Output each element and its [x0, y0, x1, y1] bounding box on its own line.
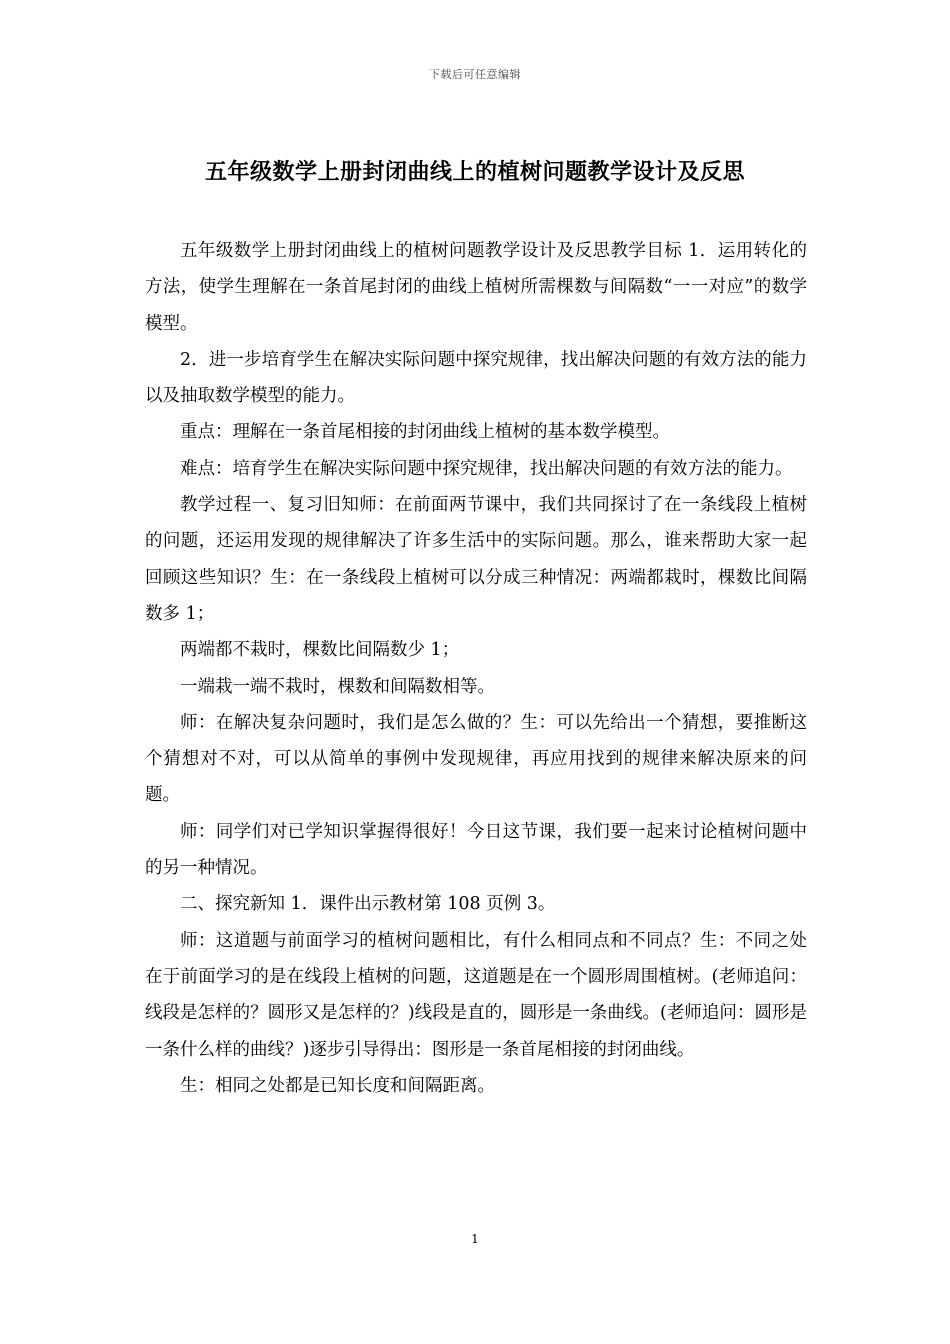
paragraph-discussion: 师：这道题与前面学习的植树问题相比，有什么相同点和不同点？生：不同之处在于前面学习的是在线段上植树的问题，这道题是在一个圆形周围植树。(老师追问：线段是怎样的？圆形又是怎样的？)线段是直的，圆形是一条曲线。(老师追问：圆形是一条什么样的曲线？)逐步引导得出：图形是一条首尾相接的封闭曲线。: [145, 930, 807, 1060]
page-number: 1: [471, 1232, 479, 1246]
paragraph-method: 师：在解决复杂问题时，我们是怎么做的？生：可以先给出一个猜想，要推断这个猜想对不对，可以从简单的事例中发现规律，再应用找到的规律来解决原来的问题。: [145, 712, 807, 806]
paragraph-case-one-end: 一端栽一端不栽时，棵数和间隔数相等。: [180, 676, 495, 697]
paragraph-case-neither-end: 两端都不栽时，棵数比间隔数少 1；: [180, 640, 460, 661]
document-body: [145, 233, 807, 1104]
paragraph-similarity: 生：相同之处都是已知长度和间隔距离。: [180, 1075, 495, 1096]
paragraph-transition: 师：同学们对已学知识掌握得很好！今日这节课，我们要一起来讨论植树问题中的另一种情况。: [145, 821, 807, 879]
document-title: 五年级数学上册封闭曲线上的植树问题教学设计及反思: [204, 159, 745, 185]
paragraph-explore: 二、探究新知 1．课件出示教材第 108 页例 3。: [180, 894, 556, 915]
paragraph-difficulty: 难点：培育学生在解决实际问题中探究规律，找出解决问题的有效方法的能力。: [180, 458, 793, 479]
header-note: 下载后可任意编辑: [429, 68, 521, 81]
paragraph-key-point: 重点：理解在一条首尾相接的封闭曲线上植树的基本数学模型。: [180, 422, 670, 443]
paragraph-review: 教学过程一、复习旧知师：在前面两节课中，我们共同探讨了在一条线段上植树的问题，还运用发现的规律解决了许多生活中的实际问题。那么，谁来帮助大家一起回顾这些知识？生：在一条线段上植树可以分成三种情况：两端都栽时，棵数比间隔数多 1；: [145, 495, 807, 624]
paragraph-objectives: 五年级数学上册封闭曲线上的植树问题教学设计及反思教学目标 1．运用转化的方法，使学生理解在一条首尾封闭的曲线上植树所需棵数与间隔数“一一对应”的数学模型。: [145, 241, 807, 334]
paragraph-objective-2: 2．进一步培育学生在解决实际问题中探究规律，找出解决问题的有效方法的能力以及抽取数学模型的能力。: [145, 349, 807, 407]
